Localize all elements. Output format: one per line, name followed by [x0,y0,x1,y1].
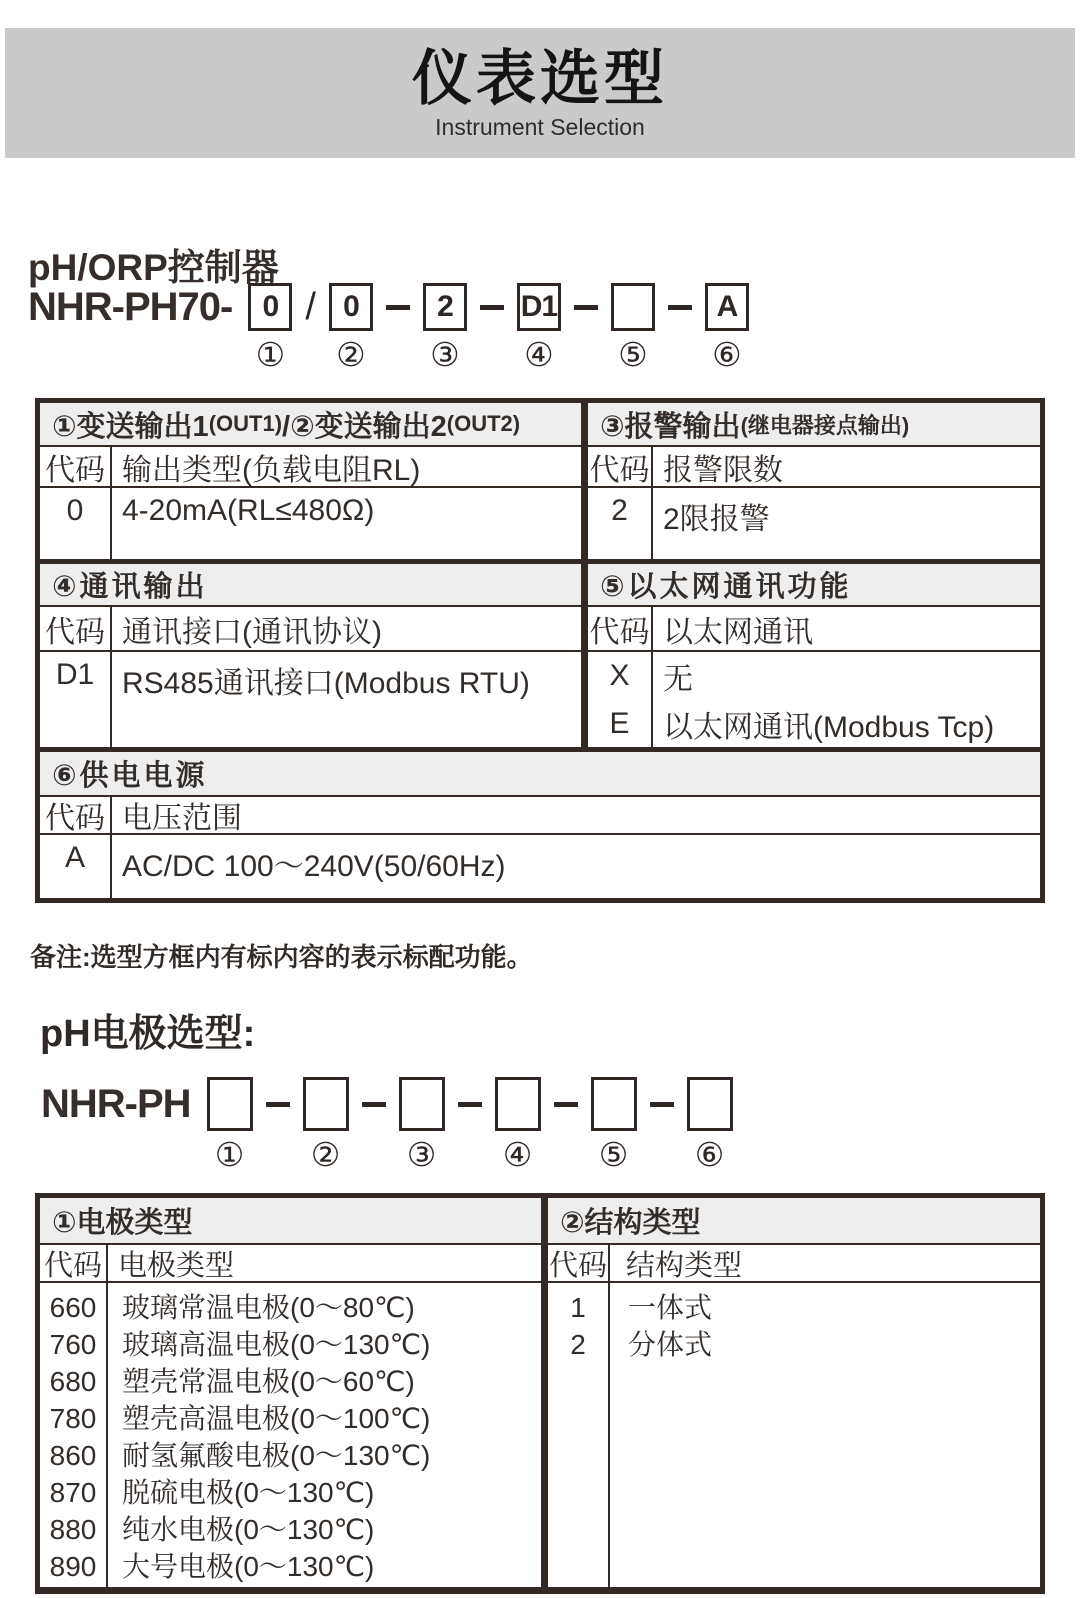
controller-heading: pH/ORP控制器 [28,247,279,288]
column-divider [541,1283,548,1587]
eth-desc-e: 以太网通讯(Modbus Tcp) [663,711,995,744]
header-alarm-main: ③报警输出 [600,410,741,443]
electrode-desc: 脱硫电极(0～130℃) [122,1477,375,1508]
selection-note: 备注:选型方框内有标内容的表示标配功能。 [30,942,533,972]
header-transmit-main1: ①变送输出1 [52,410,209,443]
dash-icon [650,1102,674,1107]
alarm-code-header: 代码 [588,447,653,486]
table2-subheader-row [40,1243,1040,1281]
comm-code-value: D1 [40,652,112,747]
electrode-segment-5 [591,1077,637,1173]
eth-row-e [588,700,1040,748]
table1-comm-header-band [40,559,1040,605]
alarm-type-header: 报警限数 [663,453,783,487]
dash-icon [668,305,692,310]
separator-dash [668,283,692,331]
dash-icon [554,1102,578,1107]
model-box-power: A [705,283,749,331]
controller-model-line [28,283,749,373]
separator-slash: / [305,285,316,328]
model-segment-5 [611,283,655,373]
comm-type-header: 通讯接口(通讯协议) [122,615,382,649]
electrode-box-5 [591,1077,637,1131]
table1-value-row [40,486,1040,559]
out-code-header: 代码 [40,447,112,486]
structure-desc-column [610,1283,1040,1587]
structure-desc: 一体式 [628,1292,713,1323]
separator-dash [574,283,598,331]
out-code-value: 0 [40,488,112,559]
column-divider [581,403,588,445]
separator-dash [554,1077,578,1131]
header-comm-output: ④通讯输出 [52,571,208,603]
electrode-segment-1 [207,1077,253,1173]
structure-code-header: 代码 [548,1245,610,1281]
electrode-segment-4 [495,1077,541,1173]
electrode-model-prefix: NHR-PH [41,1082,191,1126]
power-type-header: 电压范围 [122,802,242,835]
model-box-out2: 0 [329,283,373,331]
power-code-value: A [40,835,112,898]
electrode-index-4: ④ [502,1135,533,1174]
electrode-model-line [41,1077,733,1173]
segment-index-4: ④ [524,335,554,374]
header-transmit-small1: (OUT1) [208,411,283,436]
dash-icon [362,1102,386,1107]
model-segment-2 [329,283,373,373]
model-box-ethernet [611,283,655,331]
column-divider [581,447,588,486]
table2-value-rows [40,1281,1040,1589]
electrode-code: 860 [49,1440,97,1471]
electrode-heading: pH电极选型: [40,1013,256,1055]
structure-code: 1 [570,1292,586,1323]
alarm-desc-value: 2限报警 [663,503,770,536]
out-type-header: 输出类型(负载电阻RL) [122,453,421,487]
model-segment-6 [705,283,749,373]
structure-code: 2 [570,1329,586,1360]
dash-icon [574,305,598,310]
structure-code-column [548,1283,610,1587]
electrode-code: 870 [49,1477,97,1508]
separator-dash [386,283,410,331]
model-box-comm: D1 [517,283,561,331]
model-segment-4 [517,283,561,373]
eth-type-header: 以太网通讯 [663,615,813,649]
dash-icon [266,1102,290,1107]
header-ethernet-function: ⑤以太网通讯功能 [600,571,852,603]
column-divider [581,652,588,747]
separator-dash [650,1077,674,1131]
electrode-box-1 [207,1077,253,1131]
model-box-out1: 0 [248,283,292,331]
electrode-desc: 玻璃常温电极(0～80℃) [122,1292,415,1323]
electrode-index-1: ① [214,1135,245,1174]
power-code-header: 代码 [40,797,112,833]
electrode-segment-3 [399,1077,445,1173]
table1-header-band [40,403,1040,445]
page-banner [5,28,1075,158]
electrode-desc: 耐氢氟酸电极(0～130℃) [122,1440,431,1471]
electrode-box-6 [687,1077,733,1131]
eth-code-e: E [588,700,653,748]
separator-dash [458,1077,482,1131]
electrode-code: 680 [49,1366,97,1397]
header-structure-type: ②结构类型 [560,1207,701,1239]
electrode-code-header: 代码 [40,1245,108,1281]
electrode-desc: 塑壳常温电极(0～60℃) [122,1366,415,1397]
comm-desc-value: RS485通讯接口(Modbus RTU) [122,667,530,700]
electrode-desc: 玻璃高温电极(0～130℃) [122,1329,431,1360]
column-divider [581,564,588,605]
separator-dash [480,283,504,331]
header-transmit-main2: /②变送输出2 [282,410,447,443]
electrode-selection-table [35,1193,1045,1594]
eth-row-x [588,652,1040,700]
electrode-index-2: ② [310,1135,341,1174]
electrode-code-column [40,1283,108,1587]
electrode-index-3: ③ [406,1135,437,1174]
electrode-segment-6 [687,1077,733,1173]
page-title: 仪表选型 [412,44,668,112]
header-electrode-type: ①电极类型 [52,1207,193,1239]
electrode-index-5: ⑤ [598,1135,629,1174]
table1-comm-value-row [40,650,1040,747]
dash-icon [458,1102,482,1107]
segment-index-6: ⑥ [712,335,742,374]
header-power-supply: ⑥供电电源 [40,747,1040,795]
model-box-alarm: 2 [423,283,467,331]
table1-power-value-row [40,833,1040,898]
controller-selection-table [35,398,1045,903]
electrode-type-header: 电极类型 [118,1249,235,1282]
header-transmit-output [40,403,581,445]
table1-power-subheader-row [40,795,1040,833]
structure-desc: 分体式 [628,1329,713,1360]
table1-subheader-row [40,445,1040,486]
structure-type-header: 结构类型 [626,1249,743,1282]
separator-dash [266,1077,290,1131]
column-divider [541,1245,548,1281]
power-desc-value: AC/DC 100～240V(50/60Hz) [122,850,506,883]
model-segment-1 [248,283,292,373]
out-desc-value: 4-20mA(RL≤480Ω) [122,494,375,527]
electrode-desc-column [108,1283,541,1587]
alarm-code-value: 2 [588,488,653,559]
electrode-code: 660 [49,1292,97,1323]
column-divider [541,1198,548,1243]
segment-index-1: ① [255,335,286,374]
segment-index-5: ⑤ [618,335,648,374]
segment-index-2: ② [336,335,366,374]
electrode-box-3 [399,1077,445,1131]
model-segment-3 [423,283,467,373]
column-divider [581,607,588,650]
electrode-code: 780 [49,1403,97,1434]
electrode-index-6: ⑥ [694,1135,725,1174]
eth-code-x: X [588,652,653,700]
header-transmit-small2: (OUT2) [446,411,521,436]
table1-comm-subheader-row [40,605,1040,650]
header-alarm-small: (继电器接点输出) [740,412,910,438]
electrode-desc: 纯水电极(0～130℃) [122,1514,375,1545]
electrode-box-4 [495,1077,541,1131]
page-subtitle: Instrument Selection [435,113,645,140]
dash-icon [480,305,504,310]
electrode-desc: 塑壳高温电极(0～100℃) [122,1403,431,1434]
electrode-desc: 大号电极(0～130℃) [122,1551,375,1582]
electrode-code: 880 [49,1514,97,1545]
table2-header-band [40,1198,1040,1243]
separator-dash [362,1077,386,1131]
electrode-code: 890 [49,1551,97,1582]
column-divider [581,488,588,559]
electrode-code: 760 [49,1329,97,1360]
dash-icon [386,305,410,310]
eth-code-header: 代码 [588,607,653,650]
electrode-box-2 [303,1077,349,1131]
controller-model-prefix: NHR-PH70- [28,285,233,329]
segment-index-3: ③ [430,335,460,374]
eth-desc-x: 无 [663,663,693,696]
electrode-segment-2 [303,1077,349,1173]
header-alarm-output [588,403,1040,445]
comm-code-header: 代码 [40,607,112,650]
